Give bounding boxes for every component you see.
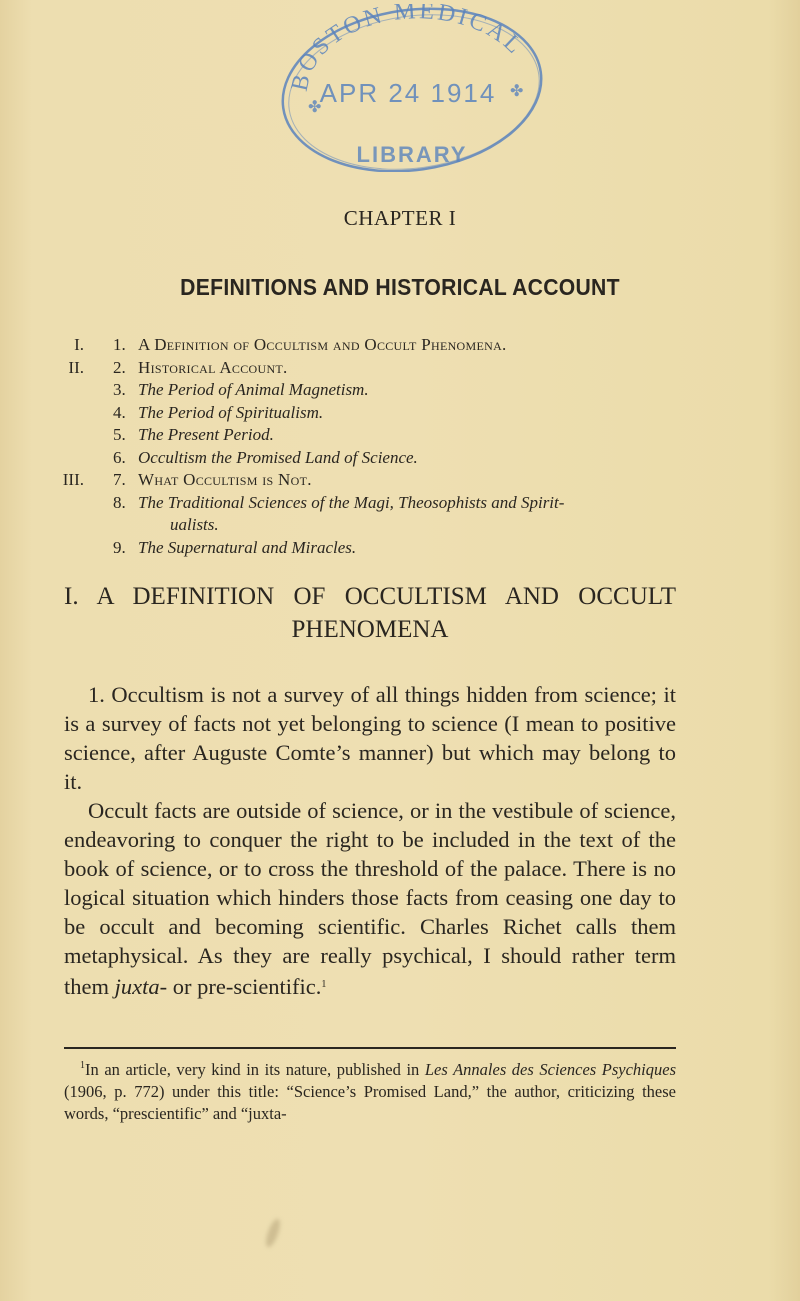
- toc-text: The Present Period.: [138, 425, 274, 444]
- svg-text:✤: ✤: [510, 83, 524, 100]
- toc-number: 9.: [113, 537, 126, 557]
- paragraph-2: [64, 796, 676, 1001]
- toc-item: [0, 537, 800, 560]
- toc-item-continuation: [0, 514, 800, 537]
- paragraph-2-end: or pre-scientific.: [167, 974, 322, 999]
- toc-item: [0, 379, 800, 402]
- paragraph-1: 1. Occultism is not a survey of all things hidden from science; it is a survey of facts not yet belonging to science (I mean to positive science, after Auguste Comte’s manner) but which may belong to it.: [64, 682, 676, 794]
- toc-number: 4.: [113, 402, 126, 422]
- body-text: [64, 680, 676, 1001]
- toc-number: 2.: [113, 357, 126, 377]
- toc-text-continuation: ualists.: [170, 515, 219, 534]
- toc-item: [0, 402, 800, 425]
- svg-text:✤: ✤: [308, 99, 322, 116]
- svg-text:LIBRARY: LIBRARY: [356, 142, 468, 167]
- svg-text:BOSTON MEDICAL: BOSTON MEDICAL: [286, 4, 529, 94]
- toc-number: 8.: [113, 492, 126, 512]
- library-stamp: [278, 4, 550, 172]
- toc-number: 7.: [113, 470, 126, 489]
- toc-item: [0, 424, 800, 447]
- paragraph-2-text: Occult facts are outside of science, or in the vestibule of science, endeavoring to conquer the right to be included in the text of the book of science, or to cross the threshold of the palace. There is no logical situation which hinders those facts from ceasing one day to be occult and becoming scientific. Charles Richet calls them metaphysical. As they are really psychical, I should rather term them: [64, 798, 676, 999]
- toc-number: 6.: [113, 447, 126, 467]
- chapter-label: CHAPTER I: [343, 206, 457, 230]
- toc-text: Occultism the Promised Land of Science.: [138, 447, 418, 467]
- toc-number: 1.: [113, 335, 126, 354]
- section-heading-line2: PHENOMENA: [291, 616, 449, 643]
- toc-roman: I.: [74, 335, 84, 354]
- toc-text: What Occultism is Not.: [138, 470, 312, 489]
- footnote-journal-title: Les Annales des Sciences Psychiques: [424, 1060, 676, 1079]
- toc-text: The Supernatural and Miracles.: [138, 537, 357, 557]
- toc-roman: II.: [68, 357, 84, 377]
- footnote-mark: 1: [80, 1060, 85, 1071]
- toc-text: The Traditional Sciences of the Magi, Theosophists and Spirit-: [138, 492, 565, 512]
- toc-item: [0, 447, 800, 470]
- footnote-divider: [64, 1047, 676, 1049]
- footnote-text-b: (1906, p. 772) under this title: “Science’s Promised Land,” the author, criticizing these words, “prescientific” and “juxta-: [64, 1082, 676, 1123]
- toc-number: 3.: [113, 380, 126, 399]
- section-heading-line1: I. A DEFINITION OF OCCULTISM AND OCCULT: [64, 583, 676, 610]
- toc-item: [0, 469, 800, 492]
- toc-number: 5.: [113, 425, 126, 444]
- toc-item: [0, 334, 800, 357]
- library-stamp-icon: [278, 4, 550, 172]
- table-of-contents: [0, 334, 800, 559]
- svg-text:APR 24 1914: APR 24 1914: [319, 78, 497, 108]
- toc-roman: III.: [62, 470, 84, 489]
- footnote: [64, 1055, 676, 1125]
- footnote-text-a: In an article, very kind in its nature, published in: [85, 1060, 425, 1079]
- toc-text: The Period of Spiritualism.: [138, 402, 324, 422]
- footnote-reference: 1: [321, 979, 327, 990]
- juxta-italic: juxta-: [114, 974, 168, 999]
- toc-item: [0, 357, 800, 380]
- chapter-title: DEFINITIONS AND HISTORICAL ACCOUNT: [180, 274, 620, 300]
- section-heading: [64, 580, 676, 646]
- toc-text: A Definition of Occultism and Occult Phenomena.: [138, 335, 507, 354]
- toc-text: The Period of Animal Magnetism.: [138, 380, 369, 399]
- paper-smudge: [263, 1217, 283, 1249]
- toc-text: Historical Account.: [138, 357, 288, 377]
- toc-item: [0, 492, 800, 515]
